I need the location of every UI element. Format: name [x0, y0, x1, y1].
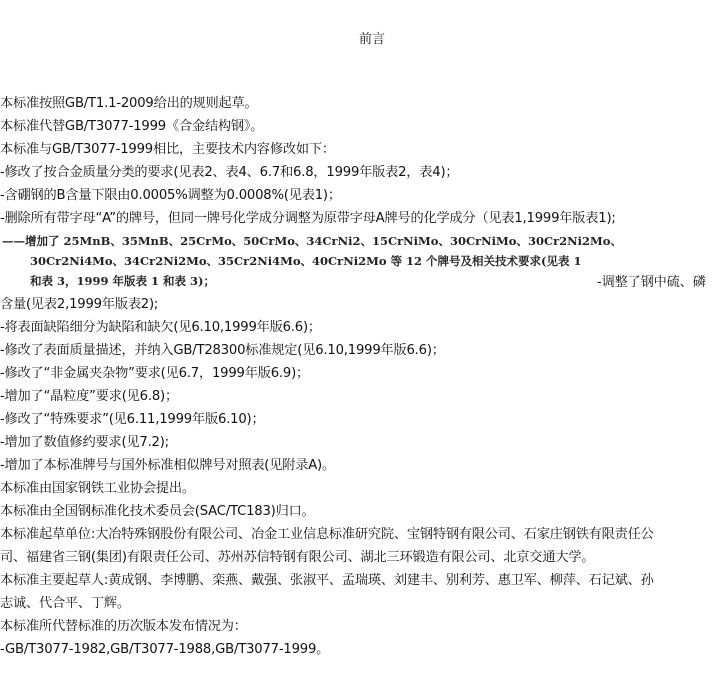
- list-item: -修改了表面质量描述，并纳入GB/T28300标准规定(见6.10,1999年版6.6)；: [0, 343, 445, 358]
- paragraph-line: 本标准按照GB/T1.1-2009给出的规则起草。: [0, 96, 258, 111]
- paragraph-line: 本标准主要起草人:黄成钢、李博鹏、栾燕、戴强、张淑平、孟瑞瑛、刘建丰、别利芳、惠卫军、柳萍、石记斌、孙: [0, 573, 654, 588]
- list-item: -增加了数值修约要求(见7.2);: [0, 435, 169, 450]
- paragraph-line: 司、福建省三钢(集团)有限责任公司、苏州苏信特钢有限公司、湖北三环锻造有限公司、北京交通大学。: [0, 550, 595, 565]
- paragraph-line: 本标准与GB/T3077-1999相比，主要技术内容修改如下：: [0, 142, 335, 157]
- list-item: -增加了本标准牌号与国外标准相似牌号对照表(见附录A)。: [0, 458, 335, 473]
- list-item: -修改了按合金质量分类的要求(见表2、表4、6.7和6.8，1999年版表2，表4)；: [0, 165, 459, 180]
- list-item: -将表面缺陷细分为缺陷和缺欠(见6.10,1999年版6.6)；: [0, 320, 321, 335]
- paragraph-line: 本标准由国家钢铁工业协会提出。: [0, 481, 195, 496]
- list-item: -修改了“特殊要求”(见6.11,1999年版6.10)；: [0, 412, 265, 427]
- paragraph-line: 志诚、代合平、丁辉。: [0, 596, 130, 611]
- list-item: -增加了“晶粒度”要求(见6.8)；: [0, 389, 178, 404]
- list-item: -含硼钢的B含量下限由0.0005%调整为0.0008%(见表1)；: [0, 188, 341, 203]
- paragraph-line: 本标准起草单位:大冶特殊钢股份有限公司、冶金工业信息标准研究院、宝钢特钢有限公司、石家庄钢铁有限责任公: [0, 527, 654, 542]
- list-item: -删除所有带字母“A”的牌号，但同一牌号化学成分调整为原带字母A牌号的化学成分（见表1,1999年版表1);: [0, 211, 616, 226]
- list-item: -修改了“非金属夹杂物”要求(见6.7，1999年版6.9)；: [0, 366, 310, 381]
- paragraph-line: 本标准由全国钢标准化技术委员会(SAC/TC183)归口。: [0, 504, 315, 519]
- list-item: 含量(见表2,1999年版表2);: [0, 297, 159, 312]
- page-title: 前言: [358, 32, 385, 47]
- bold-line: 30Cr2Ni4Mo、34Cr2Ni2Mo、35Cr2Ni4Mo、40CrNi2Mo 等 12 个牌号及相关技术要求(见表 1: [30, 254, 582, 268]
- list-item-continuation: -调整了钢中硫、磷: [597, 275, 706, 290]
- bold-line: 和表 3，1999 年版表 1 和表 3)；: [30, 274, 215, 288]
- paragraph-line: 本标准代替GB/T3077-1999《合金结构钢》。: [0, 119, 264, 134]
- paragraph-line: 本标准所代替标准的历次版本发布情况为：: [0, 619, 247, 634]
- paragraph-line: -GB/T3077-1982,GB/T3077-1988,GB/T3077-1999。: [0, 642, 330, 657]
- bold-line: ——增加了 25MnB、35MnB、25CrMo、50CrMo、34CrNi2、15CrNiMo、30CrNiMo、30Cr2Ni2Mo、: [2, 234, 622, 248]
